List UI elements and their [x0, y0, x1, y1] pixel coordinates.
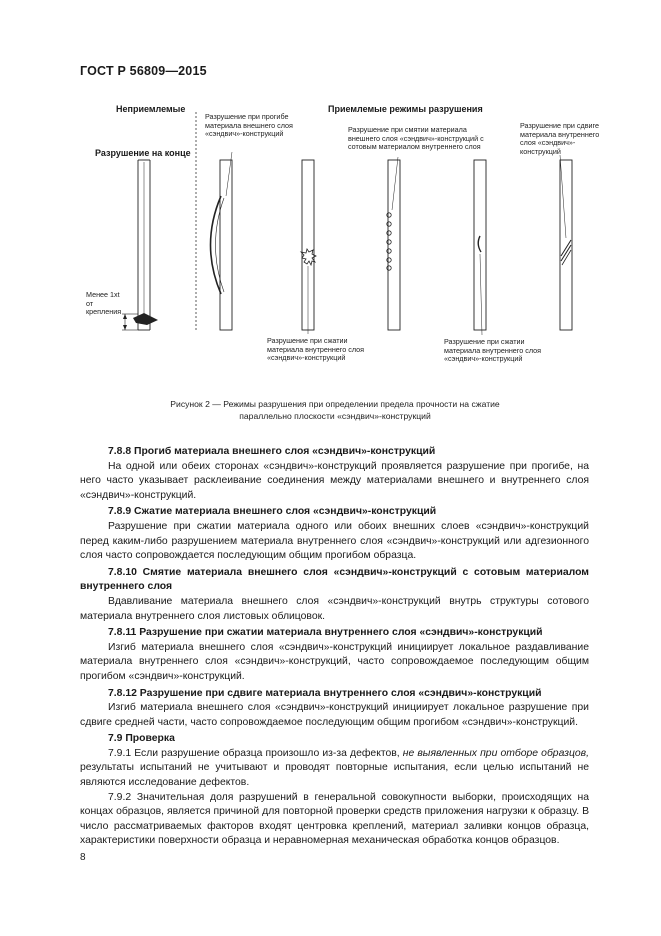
para-7-8-11: Изгиб материала внешнего слоя «сэндвич»-конструкций инициирует локальное раздавливание материала внутреннего слоя «сэндвич»-конструкций, часто сопровождаемое последующим общим прогибом «сэндвич»-конструкций.	[80, 641, 589, 682]
document-header: ГОСТ Р 56809—2015	[80, 64, 207, 78]
page-number: 8	[80, 852, 86, 863]
para-7-9-1: 7.9.1 Если разрушение образца произошло из-за дефектов, не выявленных при отборе образцов, результаты испытаний не учитывают и проводят повторные испытания, если целью испытаний не являются исследование дефектов.	[80, 747, 589, 789]
para-7-8-9: Разрушение при сжатии материала одного или обоих внешних слоев «сэндвич»-конструкций перед каким-либо разрушением материала внутреннего слоя «сэндвич»-конструкций или адгезионного слоя часто сопровождается последующим общим прогибом образца.	[80, 520, 589, 562]
specimen-face-compression	[301, 160, 316, 330]
leader-core-crushing	[392, 157, 398, 210]
leader-face-bending	[226, 152, 232, 196]
heading-7-8-10: 7.8.10 Смятие материала внешнего слоя «сэндвич»-конструкций с сотовым материалом внутреннего слоя	[80, 566, 589, 593]
body-text	[80, 445, 589, 849]
leader-core-compression	[480, 254, 482, 335]
heading-7-8-11: 7.8.11 Разрушение при сжатии материала внутреннего слоя «сэндвич»-конструкций	[108, 627, 543, 639]
para-7-8-8: На одной или обеих сторонах «сэндвич»-конструкций проявляется разрушение при прогибе, на него часто указывает расклеивание соединения между материалами внешнего и внутреннего слоя «сэндвич»-конструкций.	[80, 460, 589, 501]
specimen-core-shear	[560, 160, 572, 330]
specimen-core-compression	[474, 160, 486, 330]
end-crack-icon	[133, 313, 158, 325]
label-core-compression-2: Разрушение при сжатии материала внутреннего слоя «сэндвич»-конструкций	[444, 337, 542, 364]
specimen-core-crushing	[387, 160, 400, 330]
end-failure-title: Разрушение на конце	[95, 148, 191, 158]
label-core-compression-1: Разрушение при сжатии материала внутреннего слоя «сэндвич»-конструкций	[267, 336, 365, 363]
label-core-shear: Разрушение при сдвиге материала внутреннего слоя «сэндвич»-конструкций	[520, 121, 600, 156]
label-core-crushing: Разрушение при смятии материала внешнего слоя «сэндвич»-конструкций с сотовым материалом внутреннего слоя	[348, 125, 484, 152]
heading-7-8-9: 7.8.9 Сжатие материала внешнего слоя «сэндвич»-конструкций	[108, 506, 437, 518]
leader-core-shear	[560, 155, 566, 238]
heading-7-8-12: 7.8.12 Разрушение при сдвиге материала внутреннего слоя «сэндвич»-конструкций	[108, 687, 542, 699]
crush-cells-icon	[387, 213, 391, 270]
para-7-8-10: Вдавливание материала внешнего слоя «сэндвич»-конструкций внутрь структуры сотового материала внутреннего слоя листовых облицовок.	[80, 595, 589, 622]
label-less-than: Менее 1xt от крепления	[86, 290, 122, 317]
acceptable-title: Приемлемые режимы разрушения	[328, 104, 483, 114]
specimen-face-bending	[211, 160, 233, 330]
label-face-bending: Разрушение при прогибе материала внешнего слоя «сэндвич»-конструкций	[205, 112, 293, 139]
heading-7-8-8: 7.8.8 Прогиб материала внешнего слоя «сэндвич»-конструкций	[108, 446, 436, 457]
specimen-end-failure	[122, 160, 158, 330]
core-crack-icon	[478, 236, 481, 252]
para-7-8-12: Изгиб материала внешнего слоя «сэндвич»-конструкций инициирует локальное разрушение при сдвиге средней части, часто сопровождаемое последующим общим прогибом «сэндвич»-конструкций.	[80, 702, 589, 728]
figure-drawing	[0, 0, 661, 430]
para-7-9-2: 7.9.2 Значительная доля разрушений в генеральной совокупности выборки, происходящих на концах образцов, является причиной для повторной проверки средств приложения нагрузки к образцу. В число рассматриваемых факторов входят центровка креплений, материал заливки концов образца, характеристики поверхности образца и неравномерная механическая обработка концов образцов.	[80, 791, 589, 847]
failure-modes-figure	[0, 0, 661, 430]
heading-7-9: 7.9 Проверка	[108, 733, 175, 745]
figure-caption: Рисунок 2 — Режимы разрушения при определении предела прочности на сжатие параллельно плоскости «сэндвич»-конструкций	[170, 399, 500, 421]
unacceptable-title: Неприемлемые	[116, 104, 186, 114]
